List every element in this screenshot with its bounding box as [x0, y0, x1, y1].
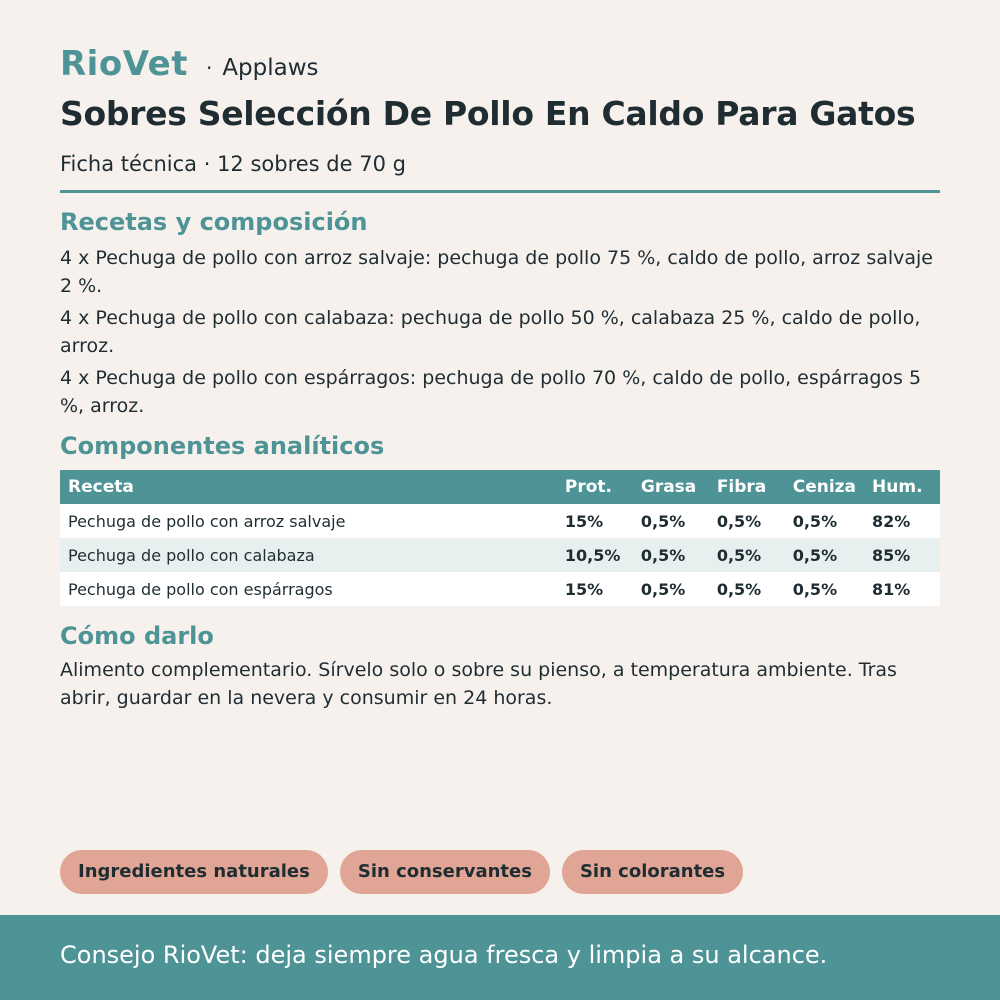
- fat-cell: 0,5%: [633, 538, 709, 572]
- table-row: [60, 572, 940, 606]
- footer-banner: [0, 915, 1000, 1000]
- recipe-name-cell: Pechuga de pollo con arroz salvaje: [60, 504, 557, 538]
- badge-no-preservatives: Sin conservantes: [340, 850, 550, 894]
- moisture-cell: 82%: [864, 504, 940, 538]
- table-row: [60, 538, 940, 572]
- recipe-name-cell: Pechuga de pollo con espárragos: [60, 572, 557, 606]
- badge-no-colorants: Sin colorantes: [562, 850, 743, 894]
- fibre-cell: 0,5%: [709, 504, 785, 538]
- protein-cell: 15%: [557, 504, 633, 538]
- analysis-table: [60, 470, 940, 606]
- brand-row: [60, 44, 319, 84]
- brand-logo: RioVet: [60, 44, 188, 84]
- column-header: Receta: [60, 470, 557, 504]
- page-subtitle: Ficha técnica · 12 sobres de 70 g: [60, 152, 406, 176]
- column-header: Prot.: [557, 470, 633, 504]
- protein-cell: 10,5%: [557, 538, 633, 572]
- howto-heading: Cómo darlo: [60, 622, 214, 650]
- recipe-item: 4 x Pechuga de pollo con espárragos: pechuga de pollo 70 %, caldo de pollo, espárragos 5 %, arroz.: [60, 367, 922, 417]
- recipes-heading: Recetas y composición: [60, 208, 368, 236]
- recipe-item: 4 x Pechuga de pollo con calabaza: pechuga de pollo 50 %, calabaza 25 %, caldo de pollo, arroz.: [60, 307, 921, 357]
- moisture-cell: 85%: [864, 538, 940, 572]
- column-header: Fibra: [709, 470, 785, 504]
- ash-cell: 0,5%: [785, 538, 864, 572]
- fibre-cell: 0,5%: [709, 572, 785, 606]
- fat-cell: 0,5%: [633, 572, 709, 606]
- howto-text: Alimento complementario. Sírvelo solo o sobre su pienso, a temperatura ambiente. Tras abrir, guardar en la nevera y consumir en 24 horas.: [60, 659, 897, 709]
- brand-separator: ·: [205, 56, 213, 80]
- header-divider: [60, 190, 940, 193]
- footer-tip: Consejo RioVet: deja siempre agua fresca y limpia a su alcance.: [60, 941, 828, 969]
- ash-cell: 0,5%: [785, 572, 864, 606]
- table-row: [60, 504, 940, 538]
- page-title: Sobres Selección De Pollo En Caldo Para Gatos: [60, 94, 916, 133]
- column-header: Ceniza: [785, 470, 864, 504]
- recipe-item: 4 x Pechuga de pollo con arroz salvaje: pechuga de pollo 75 %, caldo de pollo, arroz salvaje 2 %.: [60, 247, 933, 297]
- ash-cell: 0,5%: [785, 504, 864, 538]
- moisture-cell: 81%: [864, 572, 940, 606]
- fibre-cell: 0,5%: [709, 538, 785, 572]
- feature-badges: [60, 850, 743, 894]
- badge-natural-ingredients: Ingredientes naturales: [60, 850, 328, 894]
- analysis-heading: Componentes analíticos: [60, 432, 385, 460]
- fat-cell: 0,5%: [633, 504, 709, 538]
- recipe-name-cell: Pechuga de pollo con calabaza: [60, 538, 557, 572]
- column-header: Grasa: [633, 470, 709, 504]
- column-header: Hum.: [864, 470, 940, 504]
- protein-cell: 15%: [557, 572, 633, 606]
- recipes-list: [60, 244, 950, 424]
- maker-name: Applaws: [222, 55, 319, 81]
- table-header-row: [60, 470, 940, 504]
